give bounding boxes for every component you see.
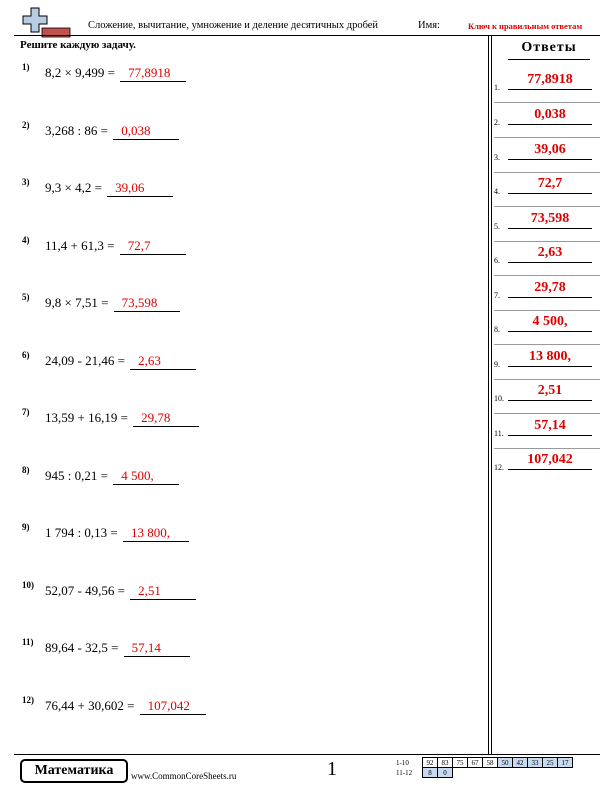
problem-text: 89,64 - 32,5 = — [45, 640, 119, 655]
name-label: Имя: — [418, 20, 440, 31]
answer-number: 9. — [494, 360, 500, 369]
answer-value: 2,51 — [508, 383, 592, 401]
problem-expression — [45, 295, 180, 312]
problem-expression — [45, 583, 196, 600]
problem-expression — [45, 180, 173, 197]
score-cell: 83 — [438, 758, 453, 768]
score-row — [396, 768, 573, 778]
answer-number: 5. — [494, 222, 500, 231]
problem-expression — [45, 238, 186, 255]
answer-separator — [494, 137, 600, 138]
answer-key-label: Ключ к правильным ответам — [468, 21, 583, 31]
score-cell: 92 — [423, 758, 438, 768]
problem-number: 3) — [22, 177, 30, 187]
column-divider — [488, 36, 489, 754]
answer-value: 4 500, — [508, 314, 592, 332]
problem-number: 9) — [22, 522, 30, 532]
problem-text: 11,4 + 61,3 = — [45, 238, 115, 253]
answer-blank[interactable]: 0,038 — [113, 123, 179, 140]
problem-number: 12) — [22, 695, 34, 705]
answer-number: 6. — [494, 256, 500, 265]
answer-separator — [494, 413, 600, 414]
score-cell: 67 — [468, 758, 483, 768]
score-cell: 0 — [438, 768, 453, 778]
answer-value: 107,042 — [508, 452, 592, 470]
answer-item — [494, 314, 600, 338]
answer-blank[interactable]: 73,598 — [114, 295, 180, 312]
answer-number: 8. — [494, 325, 500, 334]
problem-text: 13,59 + 16,19 = — [45, 410, 128, 425]
score-cell: 17 — [558, 758, 573, 768]
page-number: 1 — [327, 758, 337, 780]
score-row — [396, 758, 573, 768]
problem-number: 11) — [22, 637, 34, 647]
answer-number: 3. — [494, 153, 500, 162]
answer-value: 2,63 — [508, 245, 592, 263]
problem-number: 8) — [22, 465, 30, 475]
answer-separator — [494, 448, 600, 449]
instructions: Решите каждую задачу. — [20, 39, 136, 51]
problem-number: 2) — [22, 120, 30, 130]
answer-value: 77,8918 — [508, 72, 592, 90]
answer-blank[interactable]: 29,78 — [133, 410, 199, 427]
answer-number: 2. — [494, 118, 500, 127]
answer-item — [494, 418, 600, 442]
problem-number: 7) — [22, 407, 30, 417]
answer-item — [494, 176, 600, 200]
score-table — [396, 757, 573, 778]
answer-item — [494, 280, 600, 304]
answer-blank[interactable]: 77,8918 — [120, 65, 186, 82]
answer-value: 39,06 — [508, 142, 592, 160]
problem-number: 4) — [22, 235, 30, 245]
score-cell: 58 — [483, 758, 498, 768]
problem-text: 9,3 × 4,2 = — [45, 180, 102, 195]
answer-number: 1. — [494, 83, 500, 92]
answer-blank[interactable]: 57,14 — [124, 640, 190, 657]
answer-item — [494, 72, 600, 96]
problem-expression — [45, 65, 186, 82]
problem-expression — [45, 353, 196, 370]
problem-text: 8,2 × 9,499 = — [45, 65, 115, 80]
answer-blank[interactable]: 2,51 — [130, 583, 196, 600]
answer-number: 12. — [494, 463, 504, 472]
answer-separator — [494, 206, 600, 207]
answers-heading-underline — [508, 59, 590, 60]
answer-separator — [494, 275, 600, 276]
answer-item — [494, 452, 600, 476]
column-divider — [491, 36, 492, 754]
problem-text: 24,09 - 21,46 = — [45, 353, 125, 368]
answer-item — [494, 211, 600, 235]
answer-blank[interactable]: 72,7 — [120, 238, 186, 255]
score-cell: 42 — [513, 758, 528, 768]
answer-blank[interactable]: 2,63 — [130, 353, 196, 370]
answer-value: 13 800, — [508, 349, 592, 367]
problem-number: 1) — [22, 62, 30, 72]
problem-number: 5) — [22, 292, 30, 302]
problem-number: 6) — [22, 350, 30, 360]
answer-item — [494, 245, 600, 269]
problem-text: 52,07 - 49,56 = — [45, 583, 125, 598]
answer-value: 0,038 — [508, 107, 592, 125]
answer-number: 4. — [494, 187, 500, 196]
site-url: www.CommonCoreSheets.ru — [131, 771, 237, 781]
problem-text: 1 794 : 0,13 = — [45, 525, 118, 540]
problem-expression — [45, 640, 190, 657]
problem-expression — [45, 123, 179, 140]
answer-number: 11. — [494, 429, 504, 438]
answer-separator — [494, 344, 600, 345]
plus-logo-icon — [22, 6, 72, 38]
footer-divider — [14, 754, 600, 755]
score-cell: 50 — [498, 758, 513, 768]
answer-blank[interactable]: 13 800, — [123, 525, 189, 542]
answer-blank[interactable]: 39,06 — [107, 180, 173, 197]
answer-number: 10. — [494, 394, 504, 403]
brand-badge: Математика — [20, 759, 128, 783]
score-row-label: 11-12 — [396, 768, 413, 777]
answer-item — [494, 349, 600, 373]
problem-number: 10) — [22, 580, 34, 590]
answer-separator — [494, 102, 600, 103]
answer-separator — [494, 241, 600, 242]
score-row-label: 1-10 — [396, 758, 409, 767]
answer-item — [494, 383, 600, 407]
score-cell: 33 — [528, 758, 543, 768]
problem-text: 945 : 0,21 = — [45, 468, 108, 483]
problem-text: 9,8 × 7,51 = — [45, 295, 109, 310]
answer-value: 29,78 — [508, 280, 592, 298]
score-cell: 8 — [423, 768, 438, 778]
answers-heading: Ответы — [521, 40, 577, 55]
problem-expression — [45, 410, 199, 427]
answer-separator — [494, 379, 600, 380]
problem-expression — [45, 468, 179, 485]
answer-number: 7. — [494, 291, 500, 300]
answer-value: 57,14 — [508, 418, 592, 436]
answer-separator — [494, 172, 600, 173]
problem-expression — [45, 698, 206, 715]
score-cell: 75 — [453, 758, 468, 768]
problem-text: 76,44 + 30,602 = — [45, 698, 135, 713]
answer-blank[interactable]: 4 500, — [113, 468, 179, 485]
answer-item — [494, 107, 600, 131]
header-divider — [14, 35, 600, 36]
problem-text: 3,268 : 86 = — [45, 123, 108, 138]
answer-value: 72,7 — [508, 176, 592, 194]
answer-item — [494, 142, 600, 166]
worksheet-title: Сложение, вычитание, умножение и деление десятичных дробей — [88, 20, 379, 31]
answer-blank[interactable]: 107,042 — [140, 698, 206, 715]
problem-expression — [45, 525, 189, 542]
score-cell: 25 — [543, 758, 558, 768]
answer-value: 73,598 — [508, 211, 592, 229]
answer-separator — [494, 310, 600, 311]
